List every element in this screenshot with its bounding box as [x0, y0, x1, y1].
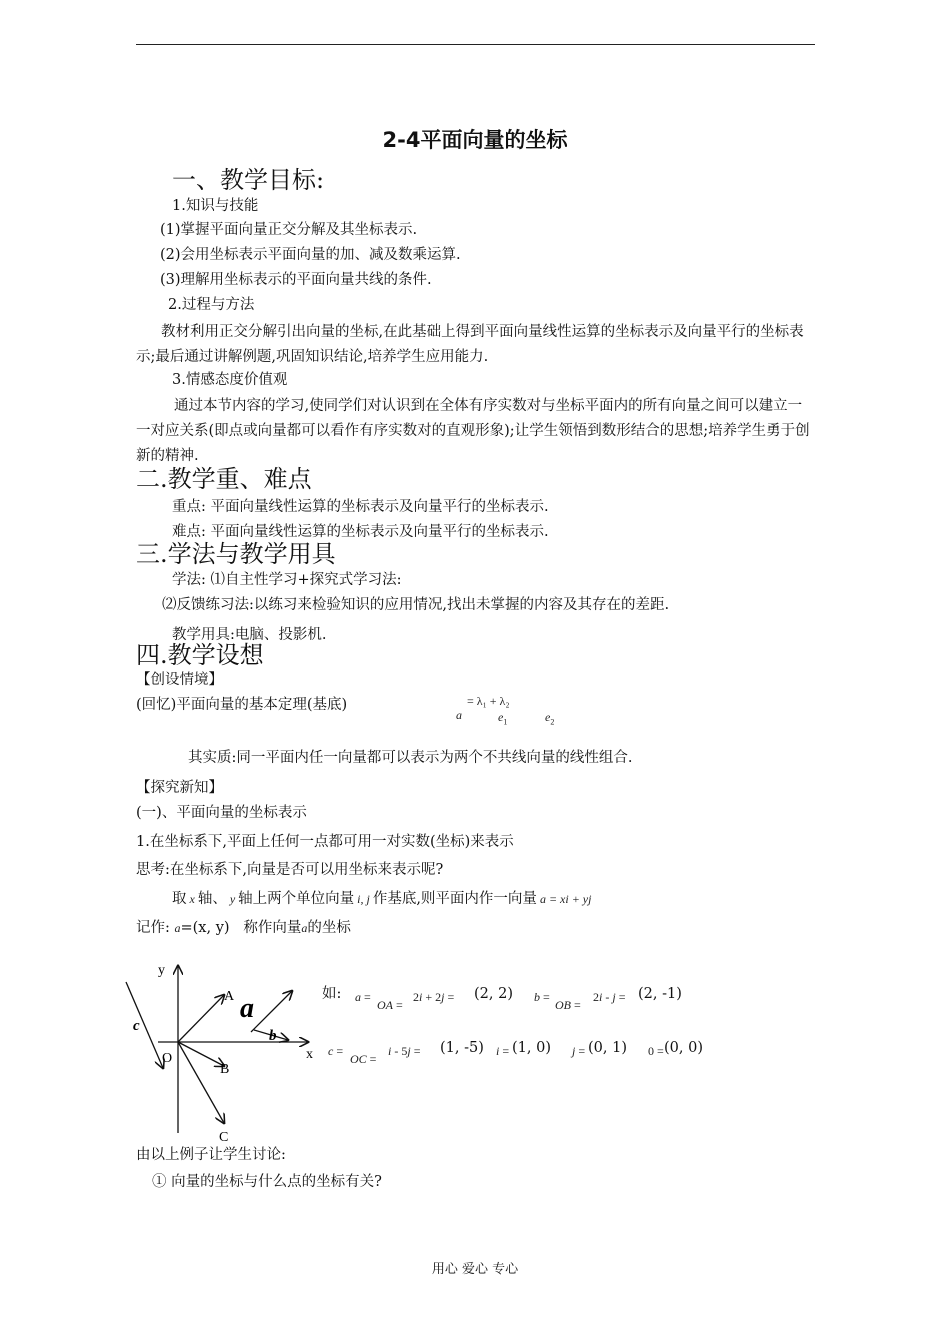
x-label: x	[306, 1047, 313, 1062]
subheading-knowledge: 1.知识与技能	[172, 198, 259, 214]
example-c-lhs: c =	[328, 1044, 344, 1058]
point-a-label: A	[224, 989, 235, 1004]
part1-heading: (一)、平面向量的坐标表示	[136, 805, 307, 821]
vector-a-label: a	[240, 993, 254, 1024]
vector-b-label: b	[269, 1028, 277, 1044]
example-b-coord: (2, -1)	[638, 986, 682, 1002]
explore-label: 【探究新知】	[136, 780, 223, 796]
record-sentence: 记作: a=(x, y) 称作向量a的坐标	[136, 920, 351, 936]
process-paragraph: 教材利用正交分解引出向量的坐标,在此基础上得到平面向量线性运算的坐标表示及向量平行的坐标表示;最后通过讲解例题,巩固知识结论,培养学生应用能力.	[136, 324, 804, 365]
discuss-text: 由以上例子让学生讨论:	[136, 1147, 286, 1163]
example-b-lhs: b =	[534, 990, 550, 1004]
method-1: 学法: ⑴自主性学习+探究式学习法:	[172, 572, 402, 588]
example-a-expr: 2i + 2j =	[413, 990, 455, 1004]
example-i-coord: (1, 0)	[512, 1040, 551, 1056]
basis-formula: = λ₁ + λ₂	[467, 694, 510, 708]
values-paragraph: 通过本节内容的学习,使同学们对认识到在全体有序实数对与坐标平面内的所有向量之间可以建立一一对应关系(即点或向量都可以看作有序实数对的直观形象);让学生领悟到数形结合的思想;培养学生勇于创新的精神.	[136, 398, 810, 464]
key-point: 重点: 平面向量线性运算的坐标表示及向量平行的坐标表示.	[172, 499, 549, 515]
section2-heading: 二.教学重、难点	[136, 465, 312, 493]
teaching-tools: 教学用具:电脑、投影机.	[172, 627, 327, 643]
goal-item-2: (2)会用坐标表示平面向量的加、减及数乘运算.	[160, 247, 461, 263]
point-b-label: B	[220, 1062, 230, 1077]
example-zero-coord: (0, 0)	[664, 1040, 703, 1056]
header-rule	[136, 44, 815, 45]
coordinate-figure	[118, 958, 328, 1148]
example-j-lhs: j =	[572, 1044, 586, 1058]
section4-heading: 四.教学设想	[136, 641, 264, 669]
example-j-coord: (0, 1)	[588, 1040, 627, 1056]
page-footer: 用心 爱心 专心	[431, 1262, 519, 1277]
goal-item-1: (1)掌握平面向量正交分解及其坐标表示.	[160, 222, 418, 238]
scene-label: 【创设情境】	[136, 672, 223, 688]
method-2: ⑵反馈练习法:以练习来检验知识的应用情况,找出未掌握的内容及其存在的差距.	[162, 597, 670, 613]
example-a-coord: (2, 2)	[474, 986, 513, 1002]
example-c-oc: OC =	[350, 1052, 377, 1066]
example-a-lhs: a =	[355, 990, 371, 1004]
origin-label: O	[162, 1051, 173, 1066]
example-i-lhs: i =	[496, 1044, 510, 1058]
vector-oa	[178, 995, 224, 1042]
basis-vector-a: a	[456, 708, 462, 722]
basis-vector-e2: $e_2$	[545, 710, 555, 727]
vector-c-label: c	[133, 1018, 140, 1034]
subheading-values: 3.情感态度价值观	[172, 372, 288, 388]
page-title: 2-4平面向量的坐标	[382, 128, 568, 152]
example-zero-lhs: 0 =	[648, 1044, 664, 1058]
example-a-oa: OA =	[377, 998, 403, 1012]
subheading-process: 2.过程与方法	[168, 297, 255, 313]
y-label: y	[158, 963, 165, 978]
free-vector-c	[126, 982, 163, 1068]
goal-item-3: (3)理解用坐标表示的平面向量共线的条件.	[160, 272, 432, 288]
question-1: ① 向量的坐标与什么点的坐标有关?	[152, 1174, 382, 1190]
example-b-expr: 2i - j =	[593, 990, 626, 1004]
example-c-coord: (1, -5)	[440, 1040, 484, 1056]
example-b-ob: OB =	[555, 998, 581, 1012]
basis-vector-e1: $e_1$	[498, 710, 508, 727]
point1-text: 1.在坐标系下,平面上任何一点都可用一对实数(坐标)来表示	[136, 834, 514, 850]
basis-sentence: 取 x 轴、 y 轴上两个单位向量 i, j 作基底,则平面内作一向量 a = xi + yj	[172, 891, 592, 907]
free-vector-a	[251, 991, 292, 1032]
think-text: 思考:在坐标系下,向量是否可以用坐标来表示呢?	[136, 862, 444, 878]
difficult-point: 难点: 平面向量线性运算的坐标表示及向量平行的坐标表示.	[172, 524, 549, 540]
point-c-label: C	[219, 1130, 229, 1145]
section1-heading: 一、教学目标:	[172, 166, 325, 194]
recall-text: (回忆)平面向量的基本定理(基底)	[136, 697, 348, 713]
section3-heading: 三.学法与教学用具	[136, 540, 336, 568]
example-prefix: 如:	[322, 986, 342, 1002]
essence-text: 其实质:同一平面内任一向量都可以表示为两个不共线向量的线性组合.	[188, 750, 633, 766]
example-c-expr: i - 5j =	[388, 1044, 421, 1058]
